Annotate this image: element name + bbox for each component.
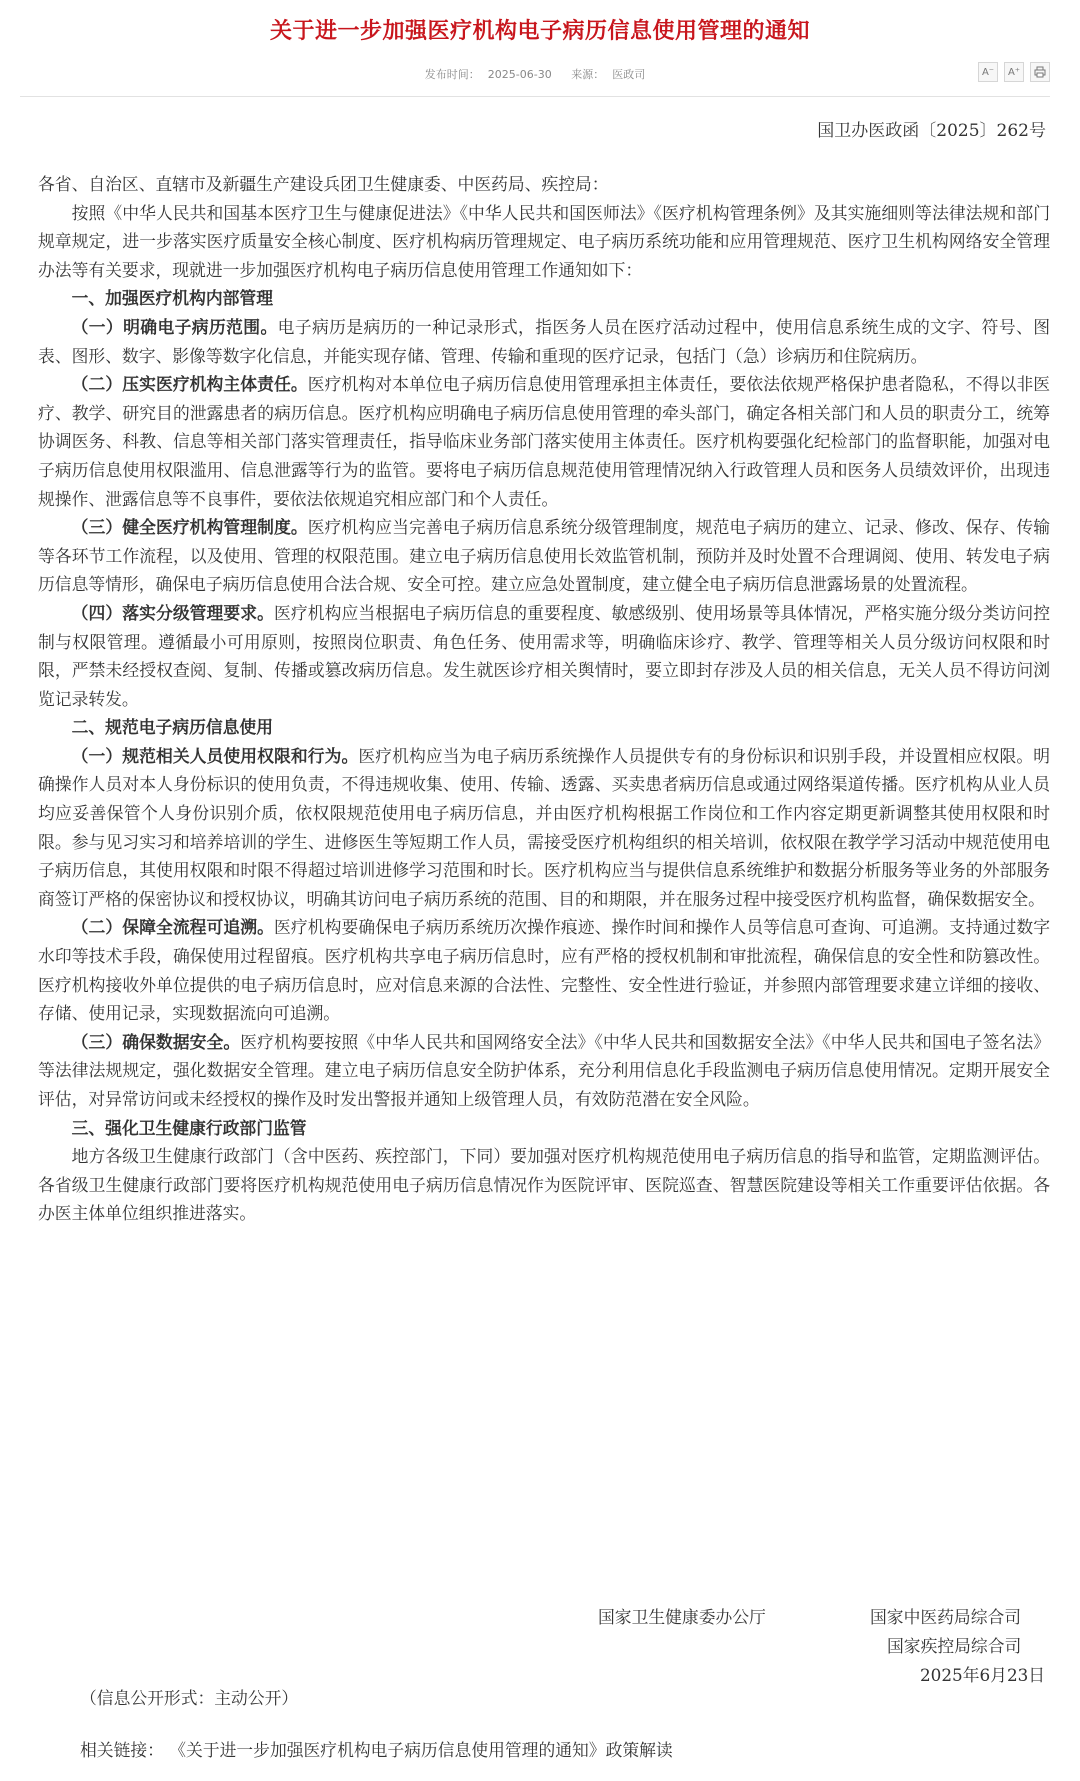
disclosure-note: （信息公开形式：主动公开） [80,1688,299,1708]
paragraph-title: （二）保障全流程可追溯。 [71,917,275,938]
policy-interpretation-link[interactable]: 《关于进一步加强医疗机构电子病历信息使用管理的通知》政策解读 [169,1740,673,1760]
paragraph-text: 医疗机构应当根据电子病历信息的重要程度、敏感级别、使用场景等具体情况，严格实施分级分类访问控制与权限管理。遵循最小可用原则，按照岗位职责、角色任务、使用需求等，明确临床诊疗、教学、管理等相关人员分级访问权限和时限，严禁未经授权查阅、复制、传播或篡改病历信息。发生就医诊疗相关舆情时，要立即封存涉及人员的相关信息，无关人员不得访问浏览记录转发。 [38,602,1050,709]
source-value: 医政司 [612,68,646,81]
paragraph [38,513,1050,599]
toolbar [978,62,1050,82]
paragraph-title: （一）明确电子病历范围。 [71,316,278,337]
paragraph-text: 地方各级卫生健康行政部门（含中医药、疾控部门，下同）要加强对医疗机构规范使用电子病历信息的指导和监管，定期监测评估。各省级卫生健康行政部门要将医疗机构规范使用电子病历信息情况作为医院评审、医院巡查、智慧医院建设等相关工作重要评估依据。各办医主体单位组织推进落实。 [38,1146,1050,1224]
section-heading: 一、加强医疗机构内部管理 [71,288,273,309]
paragraph-text: 医疗机构应当为电子病历系统操作人员提供专有的身份标识和识别手段，并设置相应权限。明确操作人员对本人身份标识的使用负责，不得违规收集、使用、传输、透露、买卖患者病历信息或通过网络渠道传播。医疗机构从业人员均应妥善保管个人身份识别介质，依权限规范使用电子病历信息，并由医疗机构根据工作岗位和工作内容定期更新调整其使用权限和时限。参与见习实习和培养培训的学生、进修医生等短期工作人员，需接受医疗机构组织的相关培训，依权限在教学学习活动中规范使用电子病历信息，其使用权限和时限不得超过培训进修学习范围和时长。医疗机构应当与提供信息系统维护和数据分析服务等业务的外部服务商签订严格的保密协议和授权协议，明确其访问电子病历系统的范围、目的和期限，并在服务过程中接受医疗机构监督，确保数据安全。 [38,745,1050,909]
paragraph-title: （四）落实分级管理要求。 [71,602,275,623]
paragraph-text: 医疗机构对本单位电子病历信息使用管理承担主体责任，要依法依规严格保护患者隐私，不得以非医疗、教学、研究目的泄露患者的病历信息。医疗机构应明确电子病历信息使用管理的牵头部门，确定各相关部门和人员的职责分工，统筹协调医务、科教、信息等相关部门落实管理责任，指导临床业务部门落实使用主体责任。医疗机构要强化纪检部门的监督职能，加强对电子病历信息使用权限滥用、信息泄露等行为的监管。要将电子病历信息规范使用管理情况纳入行政管理人员和医务人员绩效评价，出现违规操作、泄露信息等不良事件，要依法依规追究相应部门和个人责任。 [38,374,1050,509]
publish-label: 发布时间： [424,68,480,81]
signature-org: 国家疾控局综合司 [887,1636,1022,1656]
signature-org: 国家中医药局综合司 [870,1607,1022,1627]
paragraph-text: 医疗机构要确保电子病历系统历次操作痕迹、操作时间和操作人员等信息可查询、可追溯。支持通过数字水印等技术手段，确保使用过程留痕。医疗机构共享电子病历信息时，应有严格的授权机制和审批流程，确保信息的安全性和防篡改性。医疗机构接收外单位提供的电子病历信息时，应对信息来源的合法性、完整性、安全性进行验证，并参照内部管理要求建立详细的接收、存储、使用记录，实现数据流向可追溯。 [38,917,1050,1024]
source-label: 来源： [571,68,605,81]
meta-info [20,66,1050,82]
paragraph-text: 医疗机构要按照《中华人民共和国网络安全法》《中华人民共和国数据安全法》《中华人民共和国电子签名法》等法律法规规定，强化数据安全管理。建立电子病历信息安全防护体系，充分利用信息化手段监测电子病历信息使用情况。定期开展安全评估，对异常访问或未经授权的操作及时发出警报并通知上级管理人员，有效防范潜在安全风险。 [38,1031,1050,1109]
signature-date: 2025年6月23日 [920,1665,1046,1685]
intro-paragraph: 按照《中华人民共和国基本医疗卫生与健康促进法》《中华人民共和国医师法》《医疗机构管理条例》及其实施细则等法律法规和部门规章规定，进一步落实医疗质量安全核心制度、医疗机构病历管理规定、电子病历系统功能和应用管理规范、医疗卫生机构网络安全管理办法等有关要求，现就进一步加强医疗机构电子病历信息使用管理工作通知如下： [38,202,1050,280]
paragraph-text: 医疗机构应当完善电子病历信息系统分级管理制度，规范电子病历的建立、记录、修改、保存、传输等各环节工作流程，以及使用、管理的权限范围。建立电子病历信息使用长效监管机制，预防并及时处置不合理调阅、使用、转发电子病历信息等情形，确保电子病历信息使用合法合规、安全可控。建立应急处置制度，建立健全电子病历信息泄露场景的处置流程。 [38,517,1050,595]
paragraph-text: 电子病历是病历的一种记录形式，指医务人员在医疗活动过程中，使用信息系统生成的文字、符号、图表、图形、数字、影像等数字化信息，并能实现存储、管理、传输和重现的医疗记录，包括门（急）诊病历和住院病历。 [38,316,1050,366]
paragraph-title: （二）压实医疗机构主体责任。 [71,374,308,395]
font-larger-button[interactable]: A⁺ [1004,62,1024,82]
section-heading: 二、规范电子病历信息使用 [71,717,273,738]
section-heading: 三、强化卫生健康行政部门监管 [71,1117,307,1138]
paragraph-title: （一）规范相关人员使用权限和行为。 [71,745,359,766]
paragraph [38,370,1050,513]
meta-bar [20,60,1050,97]
related-links [80,1737,673,1761]
page-title: 关于进一步加强医疗机构电子病历信息使用管理的通知 [269,19,810,44]
publish-date: 2025-06-30 [487,68,552,81]
print-button[interactable] [1030,62,1050,82]
paragraph [38,913,1050,1027]
paragraph-title: （三）健全医疗机构管理制度。 [71,517,308,538]
printer-icon [1034,66,1046,78]
paragraph [38,1142,1050,1228]
document-body [38,170,1050,1228]
paragraph [38,599,1050,713]
paragraph [38,1028,1050,1114]
paragraph-title: （三）确保数据安全。 [71,1031,241,1052]
document-number: 国卫办医政函〔2025〕262号 [817,121,1046,141]
font-smaller-button[interactable]: A⁻ [978,62,998,82]
addressee: 各省、自治区、直辖市及新疆生产建设兵团卫生健康委、中医药局、疾控局： [38,174,609,194]
related-label: 相关链接： [80,1740,164,1760]
paragraph [38,313,1050,370]
signature-org: 国家卫生健康委办公厅 [598,1607,766,1627]
paragraph [38,742,1050,914]
